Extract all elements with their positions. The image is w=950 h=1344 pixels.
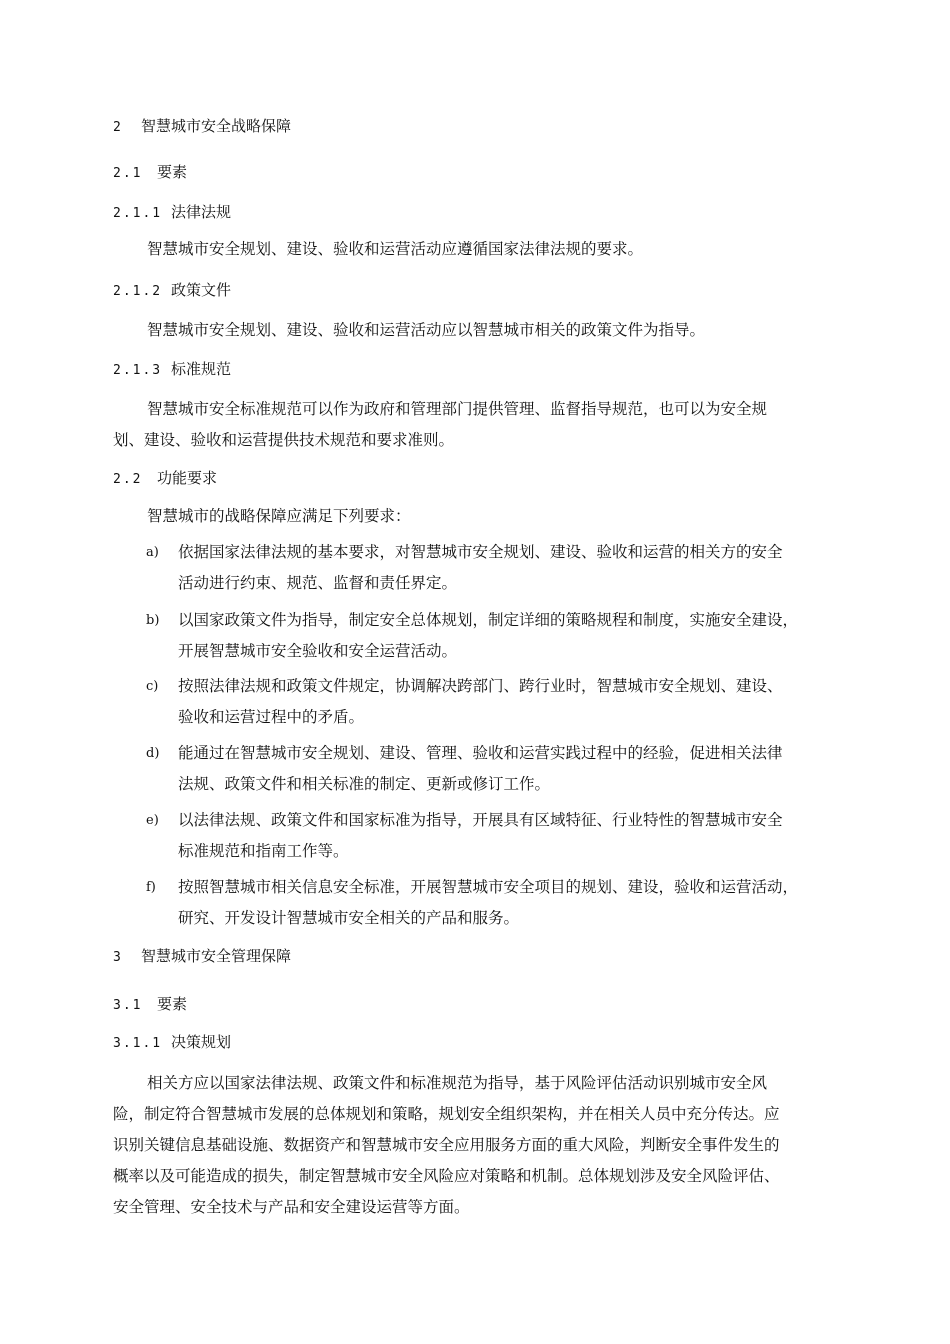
paragraph-line: 智慧城市安全标准规范可以作为政府和管理部门提供管理、监督指导规范，也可以为安全规 xyxy=(147,400,768,418)
list-item-line: 研究、开发设计智慧城市安全相关的产品和服务。 xyxy=(178,909,520,927)
list-item-line: 标准规范和指南工作等。 xyxy=(178,842,349,860)
list-marker: a) xyxy=(146,545,159,560)
paragraph-2-1-2 xyxy=(113,315,843,346)
paragraph-2-1-1 xyxy=(113,234,843,265)
paragraph-line: 安全管理、安全技术与产品和安全建设运营等方面。 xyxy=(113,1198,470,1216)
heading-number: 3.1 xyxy=(113,998,143,1013)
list-item-line: 以国家政策文件为指导，制定安全总体规划，制定详细的策略规程和制度，实施安全建设， xyxy=(178,611,799,629)
paragraph-line: 识别关键信息基础设施、数据资产和智慧城市安全应用服务方面的重大风险，判断安全事件发生的 xyxy=(113,1136,780,1154)
heading-number: 2 xyxy=(113,120,123,135)
list-marker: f) xyxy=(146,880,156,895)
heading-section-3 xyxy=(113,946,291,968)
list-marker: b) xyxy=(146,613,160,628)
paragraph-line: 划、建设、验收和运营提供技术规范和要求准则。 xyxy=(113,431,455,449)
paragraph-line: 智慧城市安全规划、建设、验收和运营活动应以智慧城市相关的政策文件为指导。 xyxy=(147,321,706,339)
heading-number: 2.1.3 xyxy=(113,363,163,378)
heading-section-3-1-1 xyxy=(113,1032,231,1054)
list-item-a xyxy=(146,537,846,599)
heading-title: 要素 xyxy=(157,163,188,181)
heading-title: 功能要求 xyxy=(157,469,218,487)
paragraph-line: 相关方应以国家法律法规、政策文件和标准规范为指导，基于风险评估活动识别城市安全风 xyxy=(147,1074,768,1092)
list-item-line: 开展智慧城市安全验收和安全运营活动。 xyxy=(178,642,458,660)
heading-title: 智慧城市安全管理保障 xyxy=(141,947,292,965)
list-item-line: 按照智慧城市相关信息安全标准，开展智慧城市安全项目的规划、建设，验收和运营活动， xyxy=(178,878,799,896)
paragraph-line: 险，制定符合智慧城市发展的总体规划和策略，规划安全组织架构，并在相关人员中充分传达。应 xyxy=(113,1105,780,1123)
heading-title: 要素 xyxy=(157,995,188,1013)
list-item-line: 依据国家法律法规的基本要求，对智慧城市安全规划、建设、验收和运营的相关方的安全 xyxy=(178,543,783,561)
heading-title: 决策规划 xyxy=(171,1033,232,1051)
list-item-line: 能通过在智慧城市安全规划、建设、管理、验收和运营实践过程中的经验，促进相关法律 xyxy=(178,744,783,762)
heading-number: 2.2 xyxy=(113,472,143,487)
heading-title: 标准规范 xyxy=(171,360,232,378)
heading-section-3-1 xyxy=(113,994,187,1016)
heading-title: 法律法规 xyxy=(171,203,232,221)
heading-section-2-1-3 xyxy=(113,359,231,381)
paragraph-2-2-intro xyxy=(113,501,843,532)
heading-number: 3 xyxy=(113,950,123,965)
paragraph-3-1-1 xyxy=(113,1068,843,1223)
heading-title: 政策文件 xyxy=(171,281,232,299)
heading-section-2-1-2 xyxy=(113,280,231,302)
list-item-d xyxy=(146,738,846,800)
paragraph-line: 智慧城市安全规划、建设、验收和运营活动应遵循国家法律法规的要求。 xyxy=(147,240,644,258)
list-item-line: 按照法律法规和政策文件规定，协调解决跨部门、跨行业时，智慧城市安全规划、建设、 xyxy=(178,677,783,695)
list-item-line: 活动进行约束、规范、监督和责任界定。 xyxy=(178,574,458,592)
list-marker: e) xyxy=(146,813,159,828)
list-item-b xyxy=(146,605,846,667)
paragraph-2-1-3 xyxy=(113,394,843,456)
heading-section-2 xyxy=(113,116,291,138)
heading-section-2-1-1 xyxy=(113,202,231,224)
list-item-line: 验收和运营过程中的矛盾。 xyxy=(178,708,365,726)
list-item-line: 以法律法规、政策文件和国家标准为指导，开展具有区域特征、行业特性的智慧城市安全 xyxy=(178,811,783,829)
list-item-line: 法规、政策文件和相关标准的制定、更新或修订工作。 xyxy=(178,775,551,793)
paragraph-line: 概率以及可能造成的损失，制定智慧城市安全风险应对策略和机制。总体规划涉及安全风险评估、 xyxy=(113,1167,780,1185)
list-item-f xyxy=(146,872,846,934)
heading-section-2-1 xyxy=(113,162,187,184)
heading-title: 智慧城市安全战略保障 xyxy=(141,117,292,135)
heading-number: 3.1.1 xyxy=(113,1036,163,1051)
list-item-e xyxy=(146,805,846,867)
heading-number: 2.1 xyxy=(113,166,143,181)
paragraph-line: 智慧城市的战略保障应满足下列要求： xyxy=(147,507,411,525)
heading-number: 2.1.1 xyxy=(113,206,163,221)
heading-section-2-2 xyxy=(113,468,217,490)
heading-number: 2.1.2 xyxy=(113,284,163,299)
list-marker: c) xyxy=(146,679,159,694)
list-marker: d) xyxy=(146,746,160,761)
list-item-c xyxy=(146,671,846,733)
